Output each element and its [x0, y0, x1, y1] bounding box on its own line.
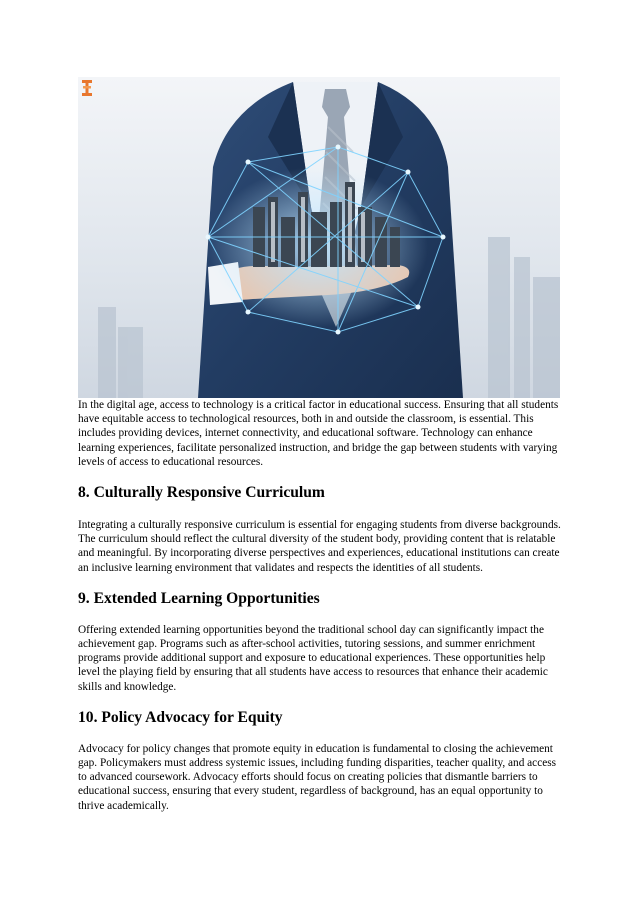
- intro-paragraph: In the digital age, access to technology is a critical factor in educational success. Ensuring that all students have equitable access to technological resources, both in and outside the classroom, is essential. This includes providing devices, internet connectivity, and educational software. Technology can enhance learning experiences, facilitate personalized instruction, and bridge the gap between students with varying levels of access to educational resources.: [78, 399, 559, 468]
- section-heading-9: 9. Extended Learning Opportunities: [78, 589, 320, 607]
- section-heading-10: 10. Policy Advocacy for Equity: [78, 708, 283, 726]
- orange-logo-icon: [82, 80, 92, 96]
- section-paragraph-9: Offering extended learning opportunities beyond the traditional school day can significantly impact the achievement gap. Programs such as after-school activities, tutoring sessions, and summer enrichment programs provide additional support and exposure to educational experiences. These opportunities help level the playing field by ensuring that all students have access to resources that enhance their academic skills and knowledge.: [78, 623, 548, 693]
- section-heading-8: 8. Culturally Responsive Curriculum: [78, 484, 325, 502]
- hero-image: [78, 77, 560, 398]
- section-paragraph-10: Advocacy for policy changes that promote equity in education is fundamental to closing the achievement gap. Policymakers must address systemic issues, including funding disparities, teacher quality, and access to advanced coursework. Advocacy efforts should focus on creating policies that dismantle barriers to educational success, ensuring that every student, regardless of background, has an equal opportunity to thrive academically.: [78, 742, 557, 812]
- section-paragraph-8: Integrating a culturally responsive curriculum is essential for engaging students from diverse backgrounds. The curriculum should reflect the cultural diversity of the student body, providing content that is relatable and meaningful. By incorporating diverse perspectives and experiences, educational institutions can create an inclusive learning environment that validates and respects the identities of all students.: [78, 519, 561, 574]
- document-body: [78, 398, 562, 813]
